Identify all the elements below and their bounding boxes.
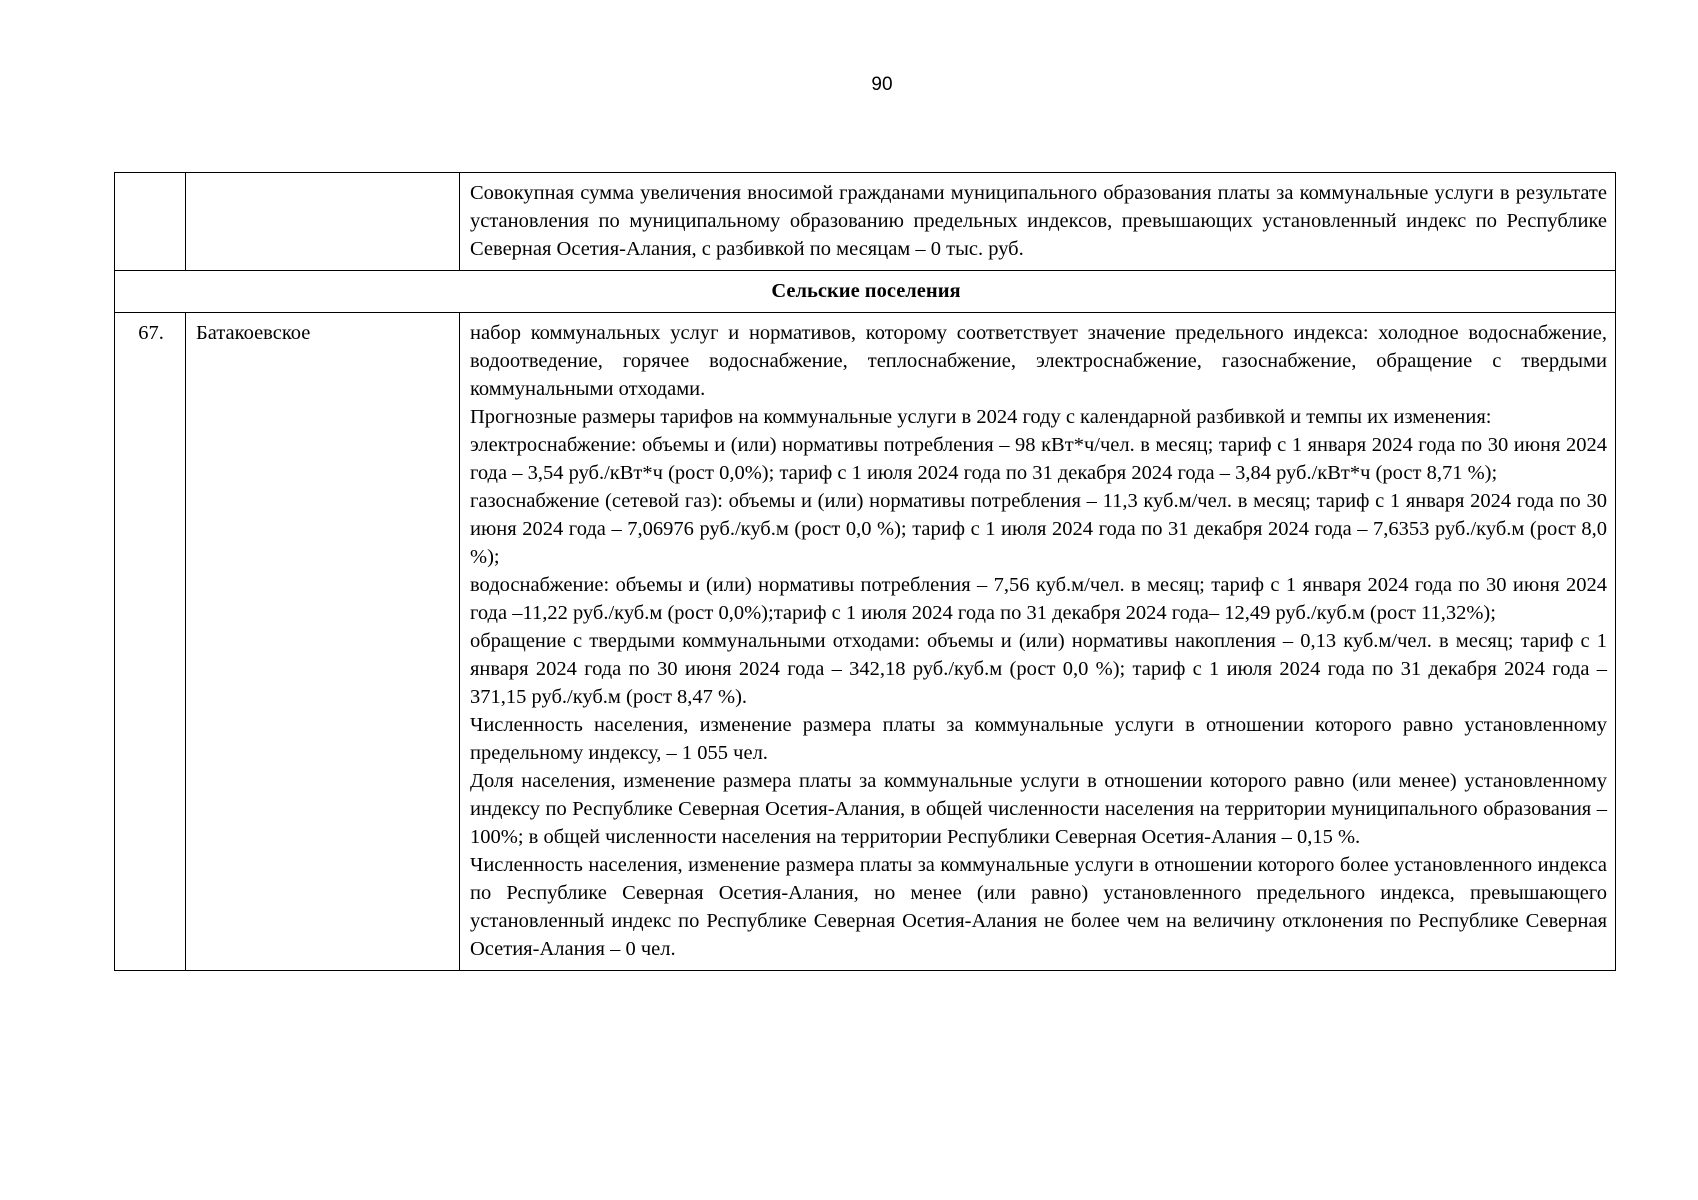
paragraph-water: водоснабжение: объемы и (или) нормативы потребления – 7,56 куб.м/чел. в месяц; тариф с 1 января 2024 года по 30 июня 2024 года –11,22 руб./куб.м (рост 0,0%);тариф с 1 июля 2024 года по 31 декабря 2024 года– 12,49 руб./куб.м (рост 11,32%); xyxy=(470,574,1607,624)
paragraph-electricity: электроснабжение: объемы и (или) нормативы потребления – 98 кВт*ч/чел. в месяц; тариф с 1 января 2024 года по 30 июня 2024 года – 3,54 руб./кВт*ч (рост 0,0%); тариф с 1 июля 2024 года по 31 декабря 2024 года – 3,84 руб./кВт*ч (рост 8,71 %); xyxy=(470,434,1607,484)
paragraph-population-above: Численность населения, изменение размера платы за коммунальные услуги в отношении которого более установленного индекса по Республике Северная Осетия-Алания, но менее (или равно) установленного предельного индекса, превышающего установленный индекс по Республике Северная Осетия-Алания не более чем на величину отклонения по Республике Северная Осетия-Алания – 0 чел. xyxy=(470,854,1607,960)
row-number-cell: 67. xyxy=(115,313,186,971)
page-number: 90 xyxy=(871,74,893,95)
paragraph-tariff-intro: Прогнозные размеры тарифов на коммунальные услуги в 2024 году с календарной разбивкой и темпы их изменения: xyxy=(470,406,1492,428)
paragraph-gas: газоснабжение (сетевой газ): объемы и (или) нормативы потребления – 11,3 куб.м/чел. в месяц; тариф с 1 января 2024 года по 30 июня 2024 года – 7,06976 руб./куб.м (рост 0,0 %); тариф с 1 июля 2024 года по 31 декабря 2024 года – 7,6353 руб./куб.м (рост 8,0 %); xyxy=(470,490,1607,568)
paragraph-population-share: Доля населения, изменение размера платы за коммунальные услуги в отношении которого равно (или менее) установленному индексу по Республике Северная Осетия-Алания, в общей численности населения на территории муниципального образования – 100%; в общей численности населения на территории Республики Северная Осетия-Алания – 0,15 %. xyxy=(470,770,1607,848)
tariff-table xyxy=(114,172,1616,971)
row-description-cell xyxy=(460,313,1616,971)
table-row-67 xyxy=(115,313,1616,971)
paragraph-waste: обращение с твердыми коммунальными отходами: объемы и (или) нормативы накопления – 0,13 куб.м/чел. в месяц; тариф с 1 января 2024 года по 30 июня 2024 года – 342,18 руб./куб.м (рост 0,0 %); тариф с 1 июля 2024 года по 31 декабря 2024 года –371,15 руб./куб.м (рост 8,47 %). xyxy=(470,630,1607,708)
table-row-continuation xyxy=(115,173,1616,271)
table-row-section xyxy=(115,271,1616,313)
municipality-name: Батакоевское xyxy=(186,313,460,971)
row-text-cell: Совокупная сумма увеличения вносимой гражданами муниципального образования платы за коммунальные услуги в результате установления по муниципальному образованию предельных индексов, превышающих установленный индекс по Республике Северная Осетия-Алания, с разбивкой по месяцам – 0 тыс. руб. xyxy=(460,173,1616,271)
paragraph-population-equal: Численность населения, изменение размера платы за коммунальные услуги в отношении которого равно установленному предельному индексу, – 1 055 чел. xyxy=(470,714,1607,764)
row-number-cell xyxy=(115,173,186,271)
row-name-cell xyxy=(186,173,460,271)
paragraph-service-set: набор коммунальных услуг и нормативов, которому соответствует значение предельного индекса: холодное водоснабжение, водоотведение, горячее водоснабжение, теплоснабжение, электроснабжение, газоснабжение, обращение с твердыми коммунальными отходами. xyxy=(470,322,1607,400)
section-heading: Сельские поселения xyxy=(115,271,1616,313)
